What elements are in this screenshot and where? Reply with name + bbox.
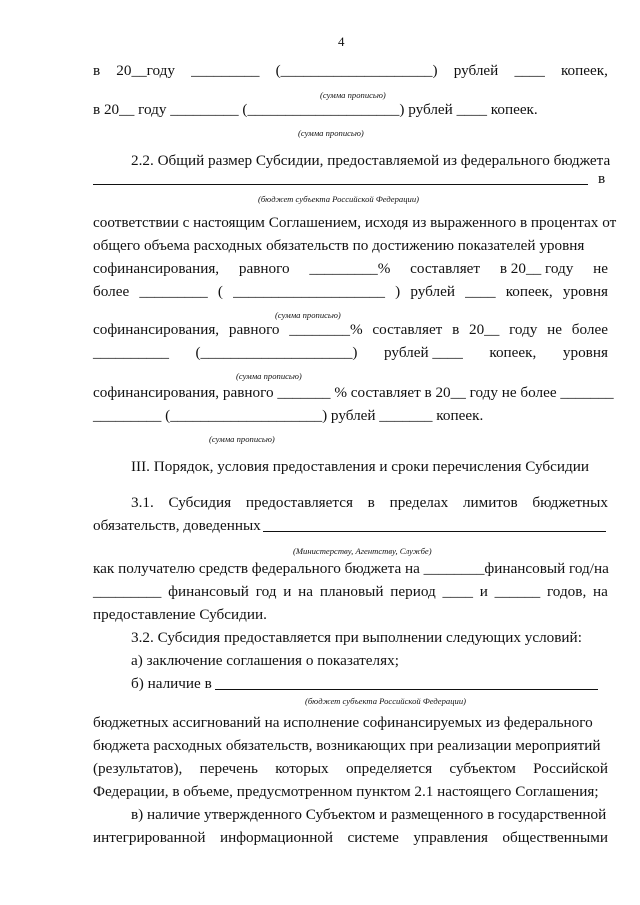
text: общего объема расходных обязательств по достижению показателей уровня [93,237,585,254]
text: пределах [389,494,449,511]
cofinancing-row-3: софинансирования, равного _______ % составляет в 20__ году не более _______ [93,384,614,401]
text: в 20__ году [499,260,574,277]
text: период [390,583,436,600]
more-than-row-1 [93,283,608,301]
text: уровня [562,344,608,361]
ministry-blank-line [263,531,606,532]
text: софинансирования, [93,260,220,277]
paragraph-3-1-line-4 [93,583,608,601]
text: ______ [494,583,541,600]
section-heading-3: III. Порядок, условия предоставления и сроки перечисления Субсидии [131,458,589,475]
condition-b: б) наличие в [131,675,212,692]
text: равного [238,260,290,277]
condition-v: в) наличие утвержденного Субъектом и размещенного в государственной [131,806,607,823]
text: ____ [514,62,545,79]
text: предоставляется [245,494,353,511]
budget-blank-line [93,184,588,185]
text: общественными [502,829,608,846]
text: на [593,583,608,600]
amount-row-2: в 20__ году _________ (____________________) рублей ____ копеек. [93,101,538,118]
text: финансовый [168,583,249,600]
caption-sum-words: (сумма прописью) [236,371,302,381]
paragraph-3-1-line-3 [93,560,608,578]
text: более [571,321,608,338]
text: (результатов), [93,760,183,777]
text: на [298,583,314,600]
text: бюджетных [532,494,608,511]
amount-row-1 [93,62,608,80]
condition-v-line-2 [93,829,608,847]
text: ) [395,283,401,300]
text: лимитов [462,494,518,511]
page-number: 4 [338,34,345,49]
text: перечень [199,760,258,777]
paragraph-2-2-line-3: соответствии с настоящим Соглашением, исходя из выраженного в процентах от [93,214,617,231]
budget-text-line-3 [93,760,608,778]
text: управления [413,829,488,846]
text: бюджетных ассигнований на исполнение софинансируемых из федерального [93,714,593,731]
paragraph-3-2: 3.2. Субсидия предоставляется при выполнении следующих условий: [131,629,582,646]
text: бюджета расходных обязательств, возникающих при реализации мероприятий [93,737,601,754]
budget-text-line-4: Федерации, в объеме, предусмотренном пунктом 2.1 настоящего Соглашения; [93,783,599,800]
text: _________ [139,283,208,300]
text: составляет [410,260,481,277]
condition-a: а) заключение соглашения о показателях; [131,652,399,669]
cofinancing-row-1 [93,260,608,278]
text: не [547,321,563,338]
text: 20__ [468,321,500,338]
text: софинансирования, [93,321,220,338]
text: определяется [345,760,433,777]
text: в [367,494,375,511]
text: рублей [453,62,499,79]
text: год [255,583,277,600]
caption-budget: (бюджет субъекта Российской Федерации) [258,194,419,204]
text: субъектом [449,760,516,777]
caption-sum-words: (сумма прописью) [209,434,275,444]
text: копеек, [560,62,608,79]
text: более [93,283,130,300]
text: 3.1. [131,494,154,511]
text: системе [347,829,399,846]
budget-blank-line-2 [215,689,598,690]
text: ____ [442,583,473,600]
blank-row-2 [93,344,608,362]
paragraph-2-2-line-4 [93,237,608,255]
text: рублей ____ [384,344,463,361]
paragraph-3-1-line-1 [131,494,608,512]
caption-sum-words: (сумма прописью) [275,310,341,320]
text: копеек, [505,283,553,300]
cofinancing-row-2 [93,321,608,339]
text: 20__году [116,62,175,79]
caption-sum-words: (сумма прописью) [320,90,386,100]
paragraph-2-2-v: в [598,170,606,187]
caption-budget: (бюджет субъекта Российской Федерации) [305,696,466,706]
text: как получателю средств федерального бюджета на ________финансовый год/на [93,560,609,577]
text: составляет [372,321,443,338]
blank-row-3: _________ (____________________) рублей _______ копеек. [93,407,484,424]
text: в [452,321,460,338]
text: и [283,583,292,600]
text: плановый [319,583,384,600]
text: годов, [546,583,587,600]
text: интегрированной [93,829,206,846]
text: ( [217,283,223,300]
budget-text-line-1 [93,714,608,732]
text: _________ [93,583,162,600]
text: _________% [309,260,391,277]
text: в [93,62,101,79]
text: ________% [289,321,363,338]
text: году [509,321,538,338]
caption-sum-words: (сумма прописью) [298,128,364,138]
text: (____________________) [195,344,358,361]
text: равного [228,321,280,338]
paragraph-2-2-line-1: 2.2. Общий размер Субсидии, предоставляемой из федерального бюджета [131,152,611,169]
text: копеек, [489,344,537,361]
paragraph-3-1-line-2: обязательств, доведенных [93,517,261,534]
text: _________ [191,62,260,79]
text: ____ [465,283,496,300]
text: (____________________) [275,62,438,79]
text: информационной [219,829,334,846]
text: Субсидия [168,494,232,511]
caption-ministry: (Министерству, Агентству, Службе) [293,546,432,556]
text: уровня [562,283,608,300]
text: которых [275,760,329,777]
text: не [593,260,608,277]
text: Российской [533,760,608,777]
text: и [479,583,488,600]
text: ____________________ [233,283,385,300]
text: рублей [410,283,455,300]
text: __________ [93,344,169,361]
budget-text-line-2 [93,737,608,755]
paragraph-3-1-line-5: предоставление Субсидии. [93,606,267,623]
